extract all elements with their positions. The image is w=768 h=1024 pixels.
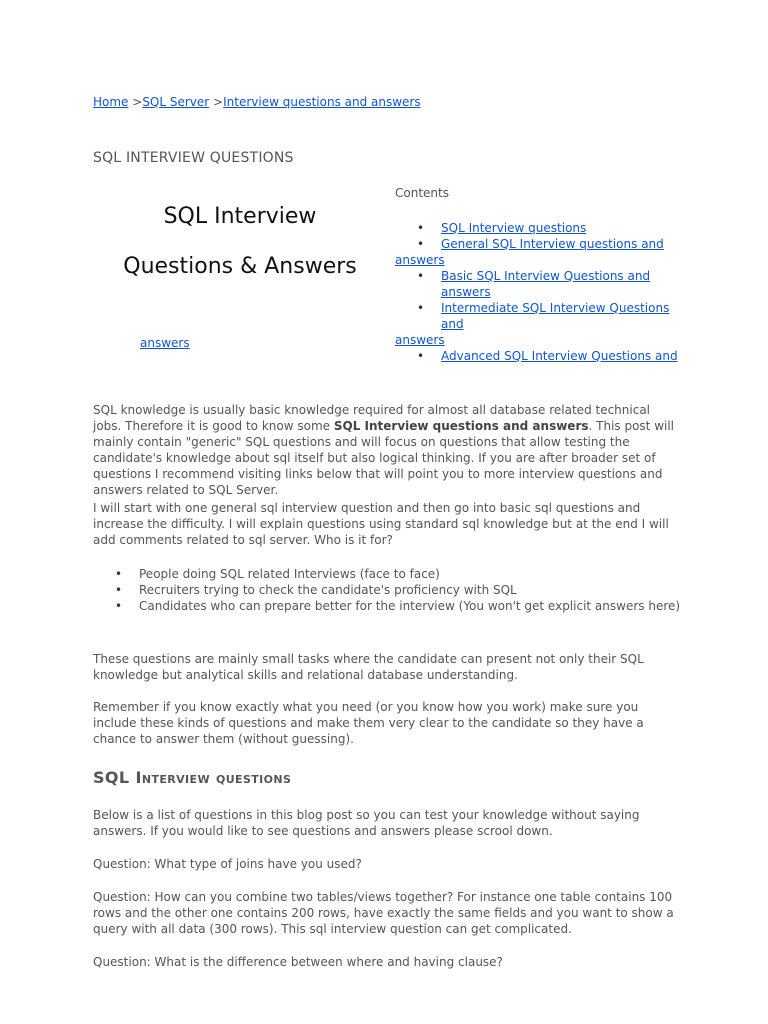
toc-item-continuation [395,332,685,348]
banner-title-line2: Questions & Answers [123,254,357,279]
toc-item [395,348,685,364]
banner-title-line1: SQL Interview [163,204,317,229]
audience-list [93,566,683,614]
list-item [93,598,683,614]
toc-link-intermediate[interactable]: Intermediate SQL Interview Questions and [441,301,670,331]
intro-paragraph-1 [93,402,675,498]
article-banner-image [110,195,370,295]
intro-paragraph-3: These questions are mainly small tasks where the candidate can present not only their SQL knowledge but analytical skills and relational database understanding. [93,652,644,682]
question-3: Question: What is the difference between where and having clause? [93,955,503,969]
breadcrumb [93,94,421,110]
bullet-icon: • [115,567,123,581]
intro-text: . This post will mainly contain "generic" SQL questions and will focus on questions that allow testing the candidate's knowledge about sql itself but also logical thinking. If you are after broader set of questions I recommend visiting links below that will point you to more interview questions and answers related to SQL Server. [93,419,675,497]
bullet-icon: • [417,349,425,363]
toc-item [395,268,685,300]
breadcrumb-current-link[interactable]: Interview questions and answers [223,95,421,109]
table-of-contents [395,220,685,364]
list-item [93,566,683,582]
toc-link-advanced-cont[interactable]: answers [140,336,190,350]
list-item-text: People doing SQL related Interviews (face to face) [139,567,440,581]
toc-link-sql-interview-questions[interactable]: SQL Interview questions [441,221,587,235]
questions-heading: SQL Interview questions [93,768,292,787]
bullet-icon: • [417,237,425,251]
bullet-icon: • [115,583,123,597]
toc-link-basic[interactable]: Basic SQL Interview Questions and answers [441,269,651,299]
bullet-icon: • [417,301,425,315]
question-2: Question: How can you combine two tables/views together? For instance one table contains 100 rows and the other one contains 200 rows, have exactly the same fields and you want to show a query with all data (300 rows). This sql interview question can get complicated. [93,890,674,936]
intro-bold-text: SQL Interview questions and answers [333,419,589,433]
contents-label: Contents [395,186,449,200]
list-item-text: Candidates who can prepare better for the interview (You won't get explicit answers here) [139,599,681,613]
breadcrumb-sql-server-link[interactable]: SQL Server [142,95,210,109]
bullet-icon: • [417,221,425,235]
bullet-icon: • [417,269,425,283]
questions-intro: Below is a list of questions in this blog post so you can test your knowledge without saying answers. If you would like to see questions and answers please scrool down. [93,808,640,838]
intro-paragraph-2: I will start with one general sql interview question and then go into basic sql questions and increase the difficulty. I will explain questions using standard sql knowledge but at the end I will add comments related to sql server. Who is it for? [93,501,669,547]
breadcrumb-home-link[interactable]: Home [93,95,129,109]
toc-item [395,236,685,252]
breadcrumb-separator: > [128,95,143,109]
breadcrumb-separator: > [209,95,224,109]
intro-paragraph-4: Remember if you know exactly what you need (or you know how you work) make sure you include these kinds of questions and make them very clear to the candidate so they have a chance to answer them (without guessing). [93,700,644,746]
page-section-title: SQL INTERVIEW QUESTIONS [93,150,294,166]
toc-item-continuation [140,335,190,351]
question-1: Question: What type of joins have you used? [93,857,362,871]
toc-link-general-cont[interactable]: answers [395,253,445,267]
list-item [93,582,683,598]
toc-item [395,300,685,332]
toc-item-continuation [395,252,685,268]
intro-text: SQL knowledge is usually basic knowledge required for almost all database related technical jobs. Therefore it is good to know some [93,403,651,433]
list-item-text: Recruiters trying to check the candidate's proficiency with SQL [139,583,517,597]
bullet-icon: • [115,599,123,613]
toc-link-general[interactable]: General SQL Interview questions and [441,237,664,251]
toc-link-advanced[interactable]: Advanced SQL Interview Questions and [441,349,678,363]
toc-item [395,220,685,236]
toc-link-intermediate-cont[interactable]: answers [395,333,445,347]
